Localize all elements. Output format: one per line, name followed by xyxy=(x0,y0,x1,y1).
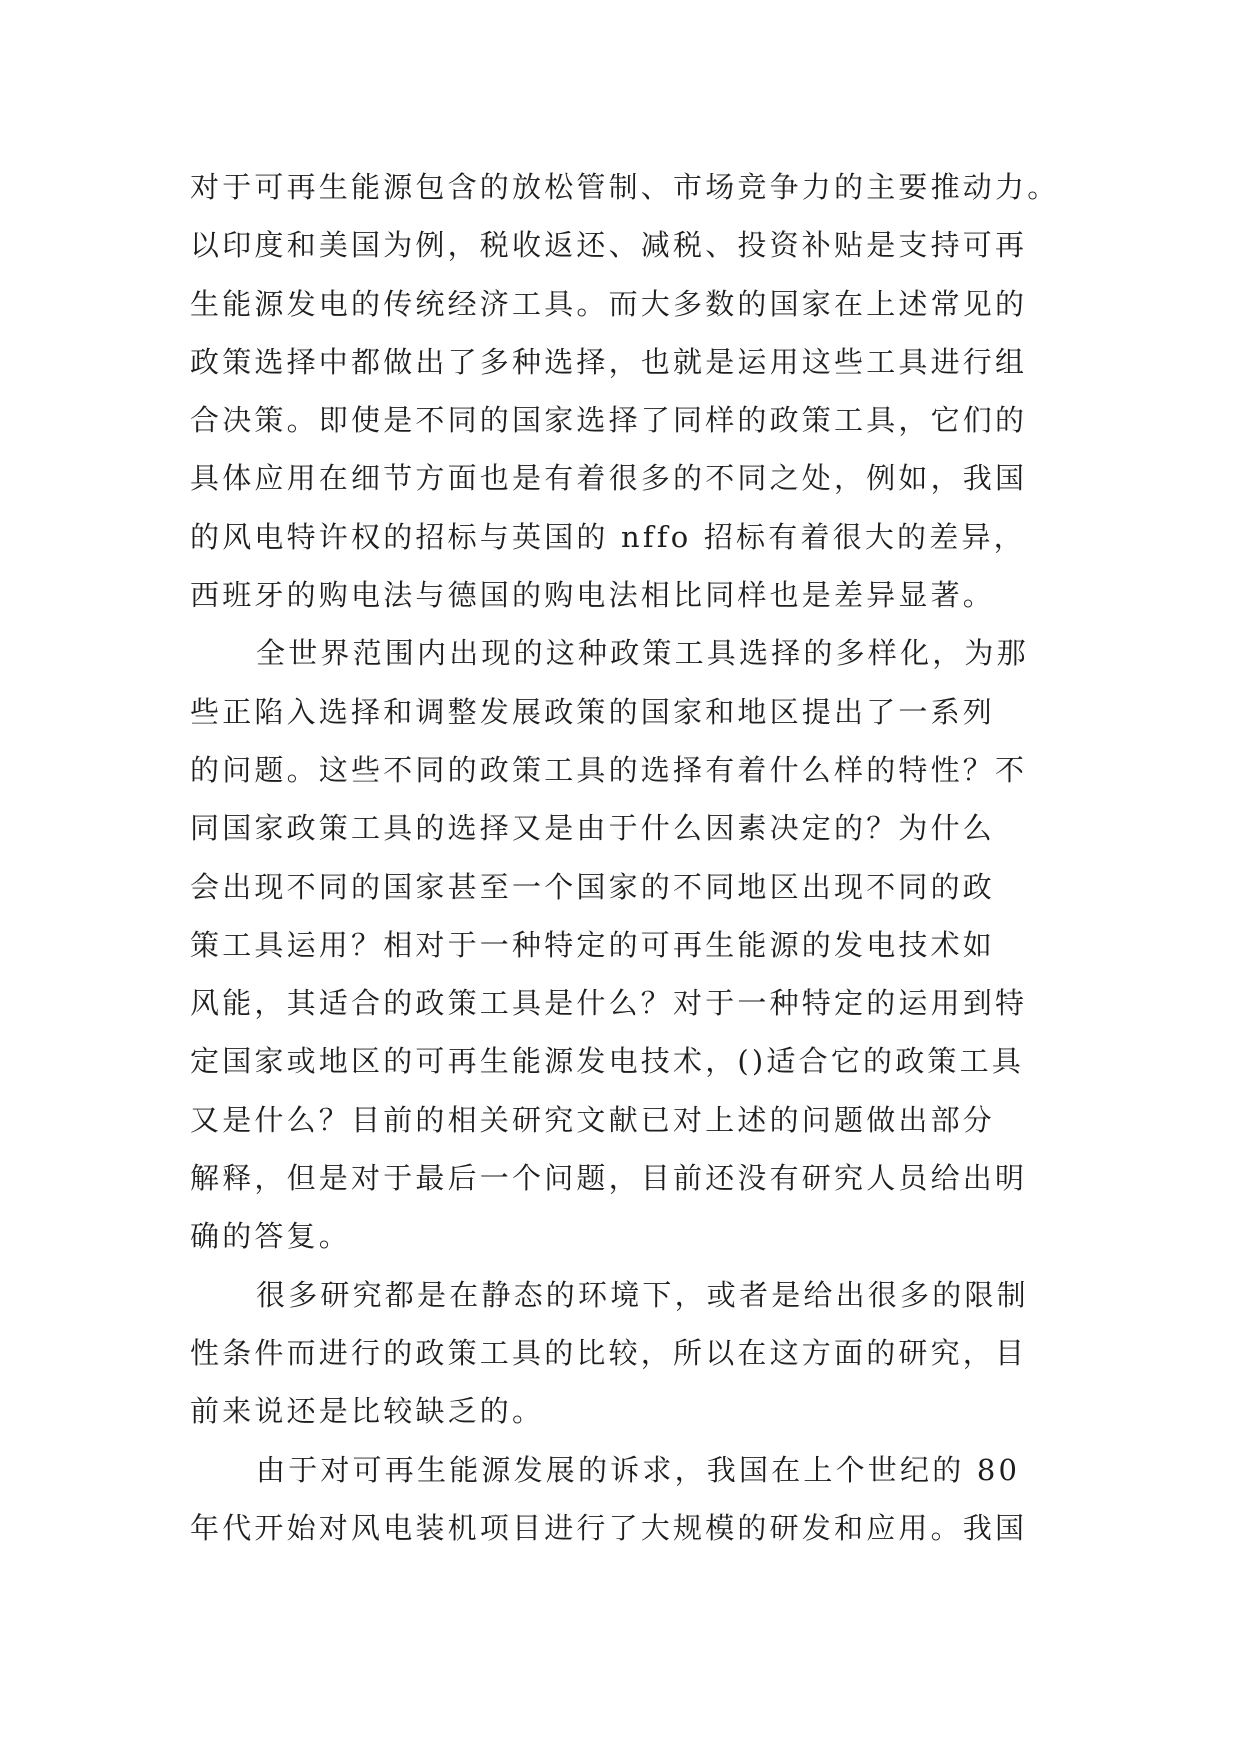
text-line: 性条件而进行的政策工具的比较，所以在这方面的研究，目 xyxy=(190,1335,1028,1370)
body-text xyxy=(190,158,1090,1557)
text-line: 又是什么？目前的相关研究文献已对上述的问题做出部分 xyxy=(190,1102,996,1137)
text-line: 的问题。这些不同的政策工具的选择有着什么样的特性？不 xyxy=(190,752,1028,787)
text-line: 年代开始对风电装机项目进行了大规模的研发和应用。我国 xyxy=(190,1510,1028,1545)
text-line: 以印度和美国为例，税收返还、减税、投资补贴是支持可再 xyxy=(190,228,1028,263)
paragraph-first-line: 全世界范围内出现的这种政策工具选择的多样化，为那 xyxy=(256,636,1029,671)
paragraph-first-line: 由于对可再生能源发展的诉求，我国在上个世纪的 80 xyxy=(256,1452,1021,1487)
text-line: 西班牙的购电法与德国的购电法相比同样也是差异显著。 xyxy=(190,578,996,613)
text-line: 会出现不同的国家甚至一个国家的不同地区出现不同的政 xyxy=(190,869,996,904)
text-line: 具体应用在细节方面也是有着很多的不同之处，例如，我国 xyxy=(190,461,1028,496)
text-line: 对于可再生能源包含的放松管制、市场竞争力的主要推动力。 xyxy=(190,170,1060,204)
text-line: 风能，其适合的政策工具是什么？对于一种特定的运用到特 xyxy=(190,986,1028,1021)
text-line: 生能源发电的传统经济工具。而大多数的国家在上述常见的 xyxy=(190,286,1028,321)
text-line: 策工具运用？相对于一种特定的可再生能源的发电技术如 xyxy=(190,927,996,962)
text-line: 同国家政策工具的选择又是由于什么因素决定的？为什么 xyxy=(190,811,996,846)
text-line: 政策选择中都做出了多种选择，也就是运用这些工具进行组 xyxy=(190,344,1028,379)
text-line: 合决策。即使是不同的国家选择了同样的政策工具，它们的 xyxy=(190,403,1028,438)
text-line: 些正陷入选择和调整发展政策的国家和地区提出了一系列 xyxy=(190,694,996,729)
text-line: 解释，但是对于最后一个问题，目前还没有研究人员给出明 xyxy=(190,1161,1028,1196)
paragraph-first-line: 很多研究都是在静态的环境下，或者是给出很多的限制 xyxy=(256,1277,1029,1312)
text-line: 确的答复。 xyxy=(190,1219,352,1254)
text-line: 前来说还是比较缺乏的。 xyxy=(190,1394,545,1429)
text-line: 的风电特许权的招标与英国的 nffo 招标有着很大的差异， xyxy=(190,519,1026,554)
text-line: 定国家或地区的可再生能源发电技术，()适合它的政策工具 xyxy=(190,1044,1025,1079)
